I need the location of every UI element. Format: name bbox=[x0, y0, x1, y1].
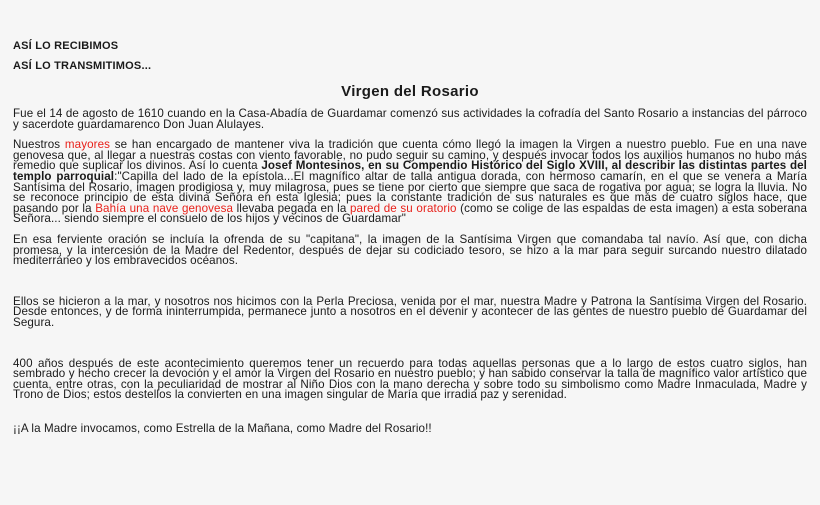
paragraph-400-years: 400 años después de este acontecimiento queremos tener un recuerdo para todas aquellas personas que a lo largo de estos cuatro siglos, han sembrado y hecho crecer la devoción y el amor la Virgen del Rosario en nuestro pueblo; y han sabido conservar la talla de magnífico valor artístico que cuenta, entre otras, con la peculiaridad de mostrar al Niño Dios con la mano derecha y sobre todo su simbolismo como Madre Inmaculada, Madre y Trono de Dios; estos destellos la convierten en una imagen singular de María que irradia paz y serenidad. bbox=[13, 356, 807, 402]
paragraph-invocation: ¡¡A la Madre invocamos, como Estrella de la Mañana, como Madre del Rosario!! bbox=[13, 421, 432, 435]
paragraph-history: Fue el 14 de agosto de 1610 cuando en la Casa-Abadía de Guardamar comenzó sus actividades la cofradía del Santo Rosario a instancias del párroco y sacerdote guardamarenco Don Juan Alulayes. bbox=[13, 107, 807, 131]
bold-citation: Josef Montesinos, en su Compendio Histórico del Siglo XVIII, al describir las distintas partes del templo parroquial bbox=[13, 159, 807, 183]
paragraph-tradition bbox=[13, 140, 807, 225]
page-title: Virgen del Rosario bbox=[341, 83, 479, 100]
text-segment: llevaba pegada en la bbox=[233, 201, 350, 215]
text-segment: Nuestros bbox=[13, 138, 65, 152]
text-segment: (como se colige de las espaldas de esta imagen) a esta soberana Señora... siendo siempre el consuelo de los hijos y vecinos de Guardamar" bbox=[13, 201, 807, 226]
heading-transmitted: ASÍ LO TRANSMITIMOS... bbox=[13, 60, 152, 72]
text-segment: se han encargado de mantener viva la tradición que cuenta cómo llegó la imagen la Virgen a nuestro pueblo. Fue en una nave genovesa que, al llegar a nuestras costas con viento favorable, no pudo seguir su camino, y después invocar todos los auxilios humanos no hubo más remedio que suplicar los divinos. Así lo cuenta bbox=[13, 138, 807, 173]
link-pared-oratorio[interactable]: pared de su oratorio bbox=[350, 201, 457, 215]
link-bahia-nave-genovesa[interactable]: Bahía una nave genovesa bbox=[95, 201, 234, 215]
link-mayores[interactable]: mayores bbox=[64, 138, 111, 152]
paragraph-pearl: Ellos se hicieron a la mar, y nosotros nos hicimos con la Perla Preciosa, venida por el mar, nuestra Madre y Patrona la Santísima Virgen del Rosario. Desde entonces, y de forma ininterrumpida, permanece junto a nosotros en el devenir y acontecer de las gentes de nuestro pueblo de Guardamar del Segura. bbox=[13, 294, 807, 329]
text-segment: :"Capilla del lado de la epístola...El magnífico altar de talla antigua dorada, con hermoso camarín, en el que se venera a María Santísima del Rosario, imagen prodigiosa y, muy milagrosa, pues se tiene por cierto que siempre que saca de rogativa por agua; se logra la lluvia. No se reconoce principio de esta divina Señora en esta Iglesia; pues la constante tradición de sus naturales es que más de cuatro siglos hace, que pasando por la bbox=[13, 169, 807, 215]
document-body bbox=[13, 38, 807, 434]
paragraph-offering: En esa ferviente oración se incluía la ofrenda de su "capitana", la imagen de la Santísima Virgen que comandaba tal navío. Así que, con dicha promesa, y la intercesión de la Madre del Redentor, después de dejar su codiciado tesoro, se hizo a la mar para seguir surcando nuestro dilatado mediterráneo y los embravecidos océanos. bbox=[13, 232, 807, 268]
heading-received: ASÍ LO RECIBIMOS bbox=[13, 40, 119, 52]
